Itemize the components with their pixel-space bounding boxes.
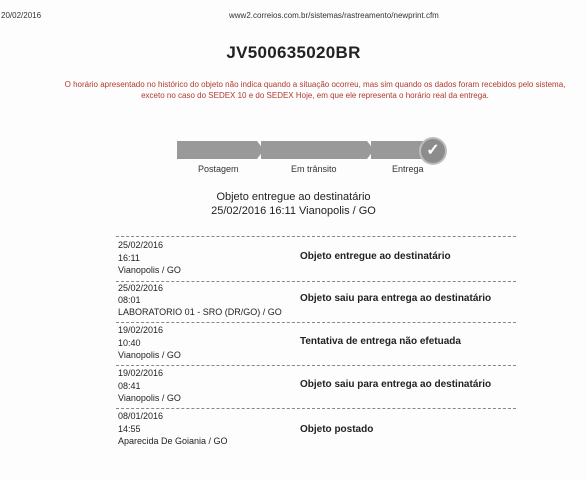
event-date: 19/02/2016: [118, 368, 164, 378]
event-date: 08/01/2016: [118, 411, 164, 421]
event-status: Objeto entregue ao destinatário: [300, 251, 451, 262]
event-time: 16:11: [118, 253, 140, 263]
divider: [116, 322, 516, 323]
event-status: Objeto saiu para entrega ao destinatário: [300, 379, 492, 390]
event-location: LABORATORIO 01 - SRO (DR/GO) / GO: [118, 307, 282, 317]
event-date: 25/02/2016: [118, 283, 164, 293]
progress-segment-transito: [261, 141, 367, 159]
event-time: 08:01: [118, 295, 141, 305]
divider: [116, 281, 516, 282]
divider: [116, 408, 516, 409]
event-location: Vianopolis / GO: [118, 350, 181, 360]
event-date: 19/02/2016: [118, 325, 164, 335]
divider: [116, 365, 516, 366]
time-notice: O horário apresentado no histórico do objeto não indica quando a situação ocorreu, mas sim quando os dados foram recebidos pelo sistema, exceto no caso do SEDEX 10 e do SEDEX Hoje, em que ele representa o horário real da entrega.: [64, 80, 566, 100]
event-status: Tentativa de entrega não efetuada: [300, 336, 461, 347]
print-date: 20/02/2016: [1, 11, 42, 20]
event-time: 08:41: [118, 381, 141, 391]
tracking-code: JV500635020BR: [226, 43, 361, 62]
summary-detail: 25/02/2016 16:11 Vianopolis / GO: [211, 205, 376, 217]
event-location: Vianopolis / GO: [118, 393, 181, 403]
step-label-entrega: Entrega: [392, 164, 424, 174]
event-time: 14:55: [118, 424, 141, 434]
event-location: Aparecida De Goiania / GO: [118, 436, 228, 446]
event-date: 25/02/2016: [118, 240, 164, 250]
event-status: Objeto postado: [300, 424, 374, 435]
event-time: 10:40: [118, 338, 141, 348]
event-location: Vianopolis / GO: [118, 265, 181, 275]
event-status: Objeto saiu para entrega ao destinatário: [300, 293, 492, 304]
step-label-postagem: Postagem: [198, 164, 239, 174]
divider: [116, 236, 516, 237]
progress-segment-postagem: [177, 141, 257, 159]
page-url: www2.correios.com.br/sistemas/rastreamento/newprint.cfm: [229, 11, 439, 20]
step-label-transito: Em trânsito: [291, 164, 337, 174]
summary-status: Objeto entregue ao destinatário: [216, 191, 371, 203]
check-icon: ✓: [421, 139, 445, 163]
